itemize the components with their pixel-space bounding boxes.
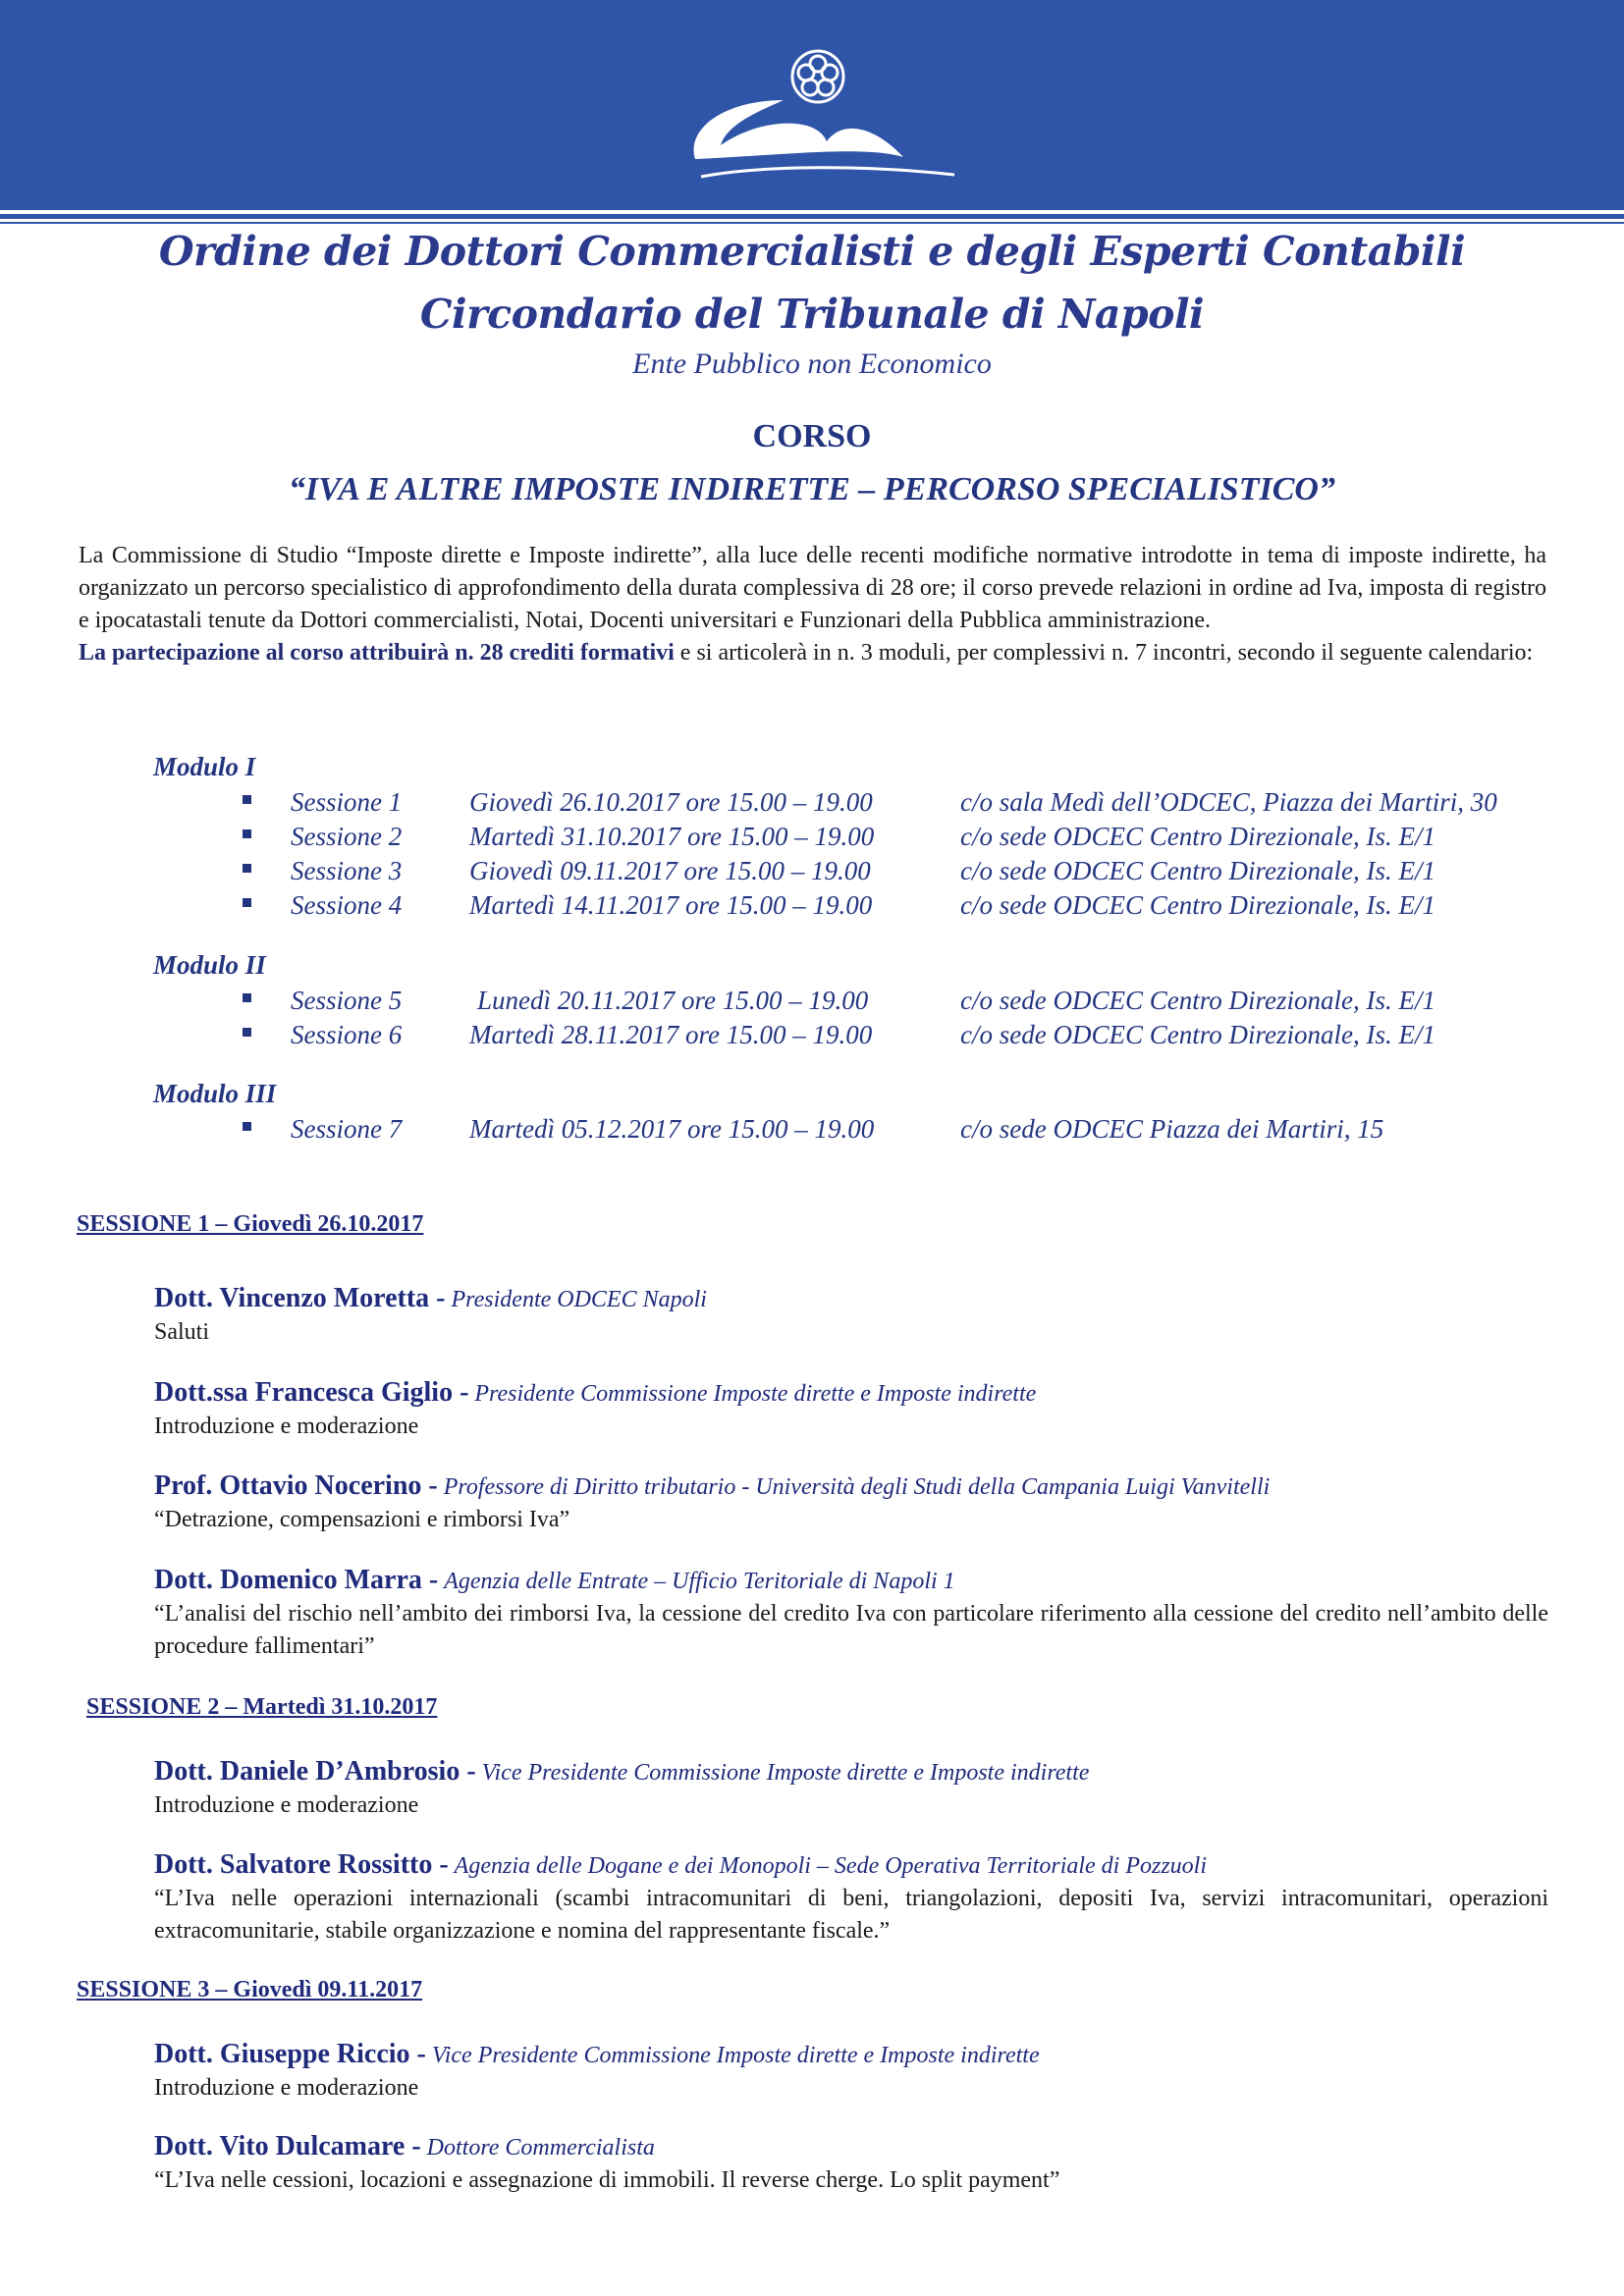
speaker-block: [154, 1755, 1548, 1822]
session-date: Lunedì 20.11.2017 ore 15.00 – 19.00: [477, 986, 869, 1015]
speaker-block: [154, 2130, 1548, 2197]
bullet-icon: [243, 1122, 251, 1131]
speaker-role: Vice Presidente Commissione Imposte dirette e Imposte indirette: [431, 2043, 1040, 2068]
session-row: [0, 856, 1624, 889]
speaker-topic: Introduzione e moderazione: [154, 1792, 419, 1818]
session-location: c/o sala Medì dell’ODCEC, Piazza dei Martiri, 30: [960, 787, 1497, 817]
speaker-topic: “L’Iva nelle operazioni internazionali (scambi intracomunitari di beni, triangolazioni, depositi Iva, servizi intracomunitari, operazioni extracomunitarie, stabile organizzazione e nomina del rappresentante fiscale.”: [154, 1886, 1548, 1944]
session-heading: SESSIONE 2 – Martedì 31.10.2017: [86, 1694, 438, 1720]
session-name: Sessione 7: [291, 1114, 403, 1144]
session-date: Martedì 14.11.2017 ore 15.00 – 19.00: [469, 890, 873, 920]
session-row: [0, 890, 1624, 924]
session-name: Sessione 2: [291, 822, 403, 851]
session-row: [0, 787, 1624, 821]
session-date: Giovedì 09.11.2017 ore 15.00 – 19.00: [469, 856, 871, 885]
intro-paragraph: La Commissione di Studio “Imposte dirette e Imposte indirette”, alla luce delle recenti modifiche normative introdotte in tema di imposte indirette, ha organizzato un percorso specialistico di approfondimento della durata complessiva di 28 ore; il corso prevede relazioni in ordine ad Iva, imposta di registro e ipocatastali tenute da Dottori commercialisti, Notai, Docenti universitari e Funzionari della Pubblica amministrazione.: [79, 543, 1546, 633]
session-name: Sessione 4: [291, 890, 403, 920]
speaker-name: Dott. Giuseppe Riccio -: [154, 2039, 426, 2069]
session-name: Sessione 6: [291, 1020, 403, 1049]
session-heading: SESSIONE 3 – Giovedì 09.11.2017: [77, 1977, 423, 2002]
speaker-name: Dott.ssa Francesca Giglio -: [154, 1377, 469, 1408]
speaker-name: Dott. Daniele D’Ambrosio -: [154, 1756, 476, 1787]
session-date: Martedì 05.12.2017 ore 15.00 – 19.00: [469, 1114, 875, 1144]
credits-rest: e si articolerà in n. 3 moduli, per complessivi n. 7 incontri, secondo il seguente calendario:: [674, 640, 1534, 666]
odcec-logo-icon: [668, 39, 962, 196]
session-name: Sessione 1: [291, 787, 403, 817]
header-rule-thin: [0, 222, 1624, 224]
session-location: c/o sede ODCEC Piazza dei Martiri, 15: [960, 1114, 1384, 1144]
bullet-icon: [243, 795, 251, 804]
module-title: Modulo II: [153, 950, 266, 980]
session-name: Sessione 5: [291, 986, 403, 1015]
speaker-name: Prof. Ottavio Nocerino -: [154, 1470, 438, 1501]
bullet-icon: [243, 898, 251, 907]
session-heading: SESSIONE 1 – Giovedì 26.10.2017: [77, 1211, 424, 1237]
speaker-block: [154, 1376, 1548, 1443]
session-location: c/o sede ODCEC Centro Direzionale, Is. E/1: [960, 856, 1435, 885]
session-row: [0, 1020, 1624, 1053]
bullet-icon: [243, 864, 251, 873]
speaker-topic: “L’Iva nelle cessioni, locazioni e assegnazione di immobili. Il reverse cherge. Lo split payment”: [154, 2167, 1060, 2193]
speaker-name: Dott. Vito Dulcamare -: [154, 2131, 421, 2162]
speaker-block: [154, 1848, 1548, 1948]
speaker-role: Presidente ODCEC Napoli: [451, 1287, 707, 1312]
speaker-name: Dott. Salvatore Rossitto -: [154, 1849, 449, 1880]
course-label: CORSO: [752, 418, 872, 454]
speaker-topic: “L’analisi del rischio nell’ambito dei rimborsi Iva, la cessione del credito Iva con particolare riferimento alla cessione del credito nell’ambito delle procedure fallimentari”: [154, 1601, 1548, 1659]
speaker-role: Dottore Commercialista: [426, 2135, 655, 2161]
session-row: [0, 986, 1624, 1019]
bullet-icon: [243, 993, 251, 1002]
credits-highlight: La partecipazione al corso attribuirà n. 28 crediti formativi: [79, 640, 675, 666]
session-location: c/o sede ODCEC Centro Direzionale, Is. E/1: [960, 890, 1435, 920]
header-rule: [0, 214, 1624, 219]
speaker-topic: Introduzione e moderazione: [154, 1414, 419, 1439]
speaker-topic: “Detrazione, compensazioni e rimborsi Iva”: [154, 1507, 570, 1532]
module-title: Modulo III: [153, 1079, 277, 1108]
session-date: Martedì 28.11.2017 ore 15.00 – 19.00: [469, 1020, 873, 1049]
speaker-name: Dott. Vincenzo Moretta -: [154, 1283, 446, 1313]
speaker-role: Presidente Commissione Imposte dirette e Imposte indirette: [474, 1381, 1037, 1407]
speaker-block: [154, 1282, 1548, 1349]
speaker-topic: Introduzione e moderazione: [154, 2075, 419, 2101]
speaker-role: Agenzia delle Dogane e dei Monopoli – Sede Operativa Territoriale di Pozzuoli: [454, 1853, 1208, 1879]
org-status: Ente Pubblico non Economico: [632, 347, 992, 380]
session-location: c/o sede ODCEC Centro Direzionale, Is. E/1: [960, 1020, 1435, 1049]
course-title: “IVA E ALTRE IMPOSTE INDIRETTE – PERCORSO SPECIALISTICO”: [289, 471, 1335, 507]
org-name-line2: Circondario del Tribunale di Napoli: [419, 291, 1205, 338]
org-name-line1: Ordine dei Dottori Commercialisti e degli Esperti Contabili: [158, 228, 1466, 275]
speaker-role: Agenzia delle Entrate – Ufficio Teritoriale di Napoli 1: [444, 1569, 955, 1594]
session-row: [0, 822, 1624, 855]
bullet-icon: [243, 829, 251, 838]
speaker-role: Professore di Diritto tributario - Università degli Studi della Campania Luigi Vanvitelli: [443, 1474, 1271, 1500]
session-name: Sessione 3: [291, 856, 403, 885]
speaker-topic: Saluti: [154, 1319, 210, 1345]
session-location: c/o sede ODCEC Centro Direzionale, Is. E/1: [960, 986, 1435, 1015]
intro-text: [79, 540, 1546, 669]
speaker-block: [154, 2038, 1548, 2105]
module-title: Modulo I: [153, 752, 256, 781]
speaker-block: [154, 1564, 1548, 1663]
speaker-role: Vice Presidente Commissione Imposte dirette e Imposte indirette: [481, 1760, 1090, 1786]
bullet-icon: [243, 1028, 251, 1037]
speaker-name: Dott. Domenico Marra -: [154, 1565, 439, 1595]
speaker-block: [154, 1469, 1548, 1536]
session-date: Giovedì 26.10.2017 ore 15.00 – 19.00: [469, 787, 873, 817]
session-date: Martedì 31.10.2017 ore 15.00 – 19.00: [469, 822, 875, 851]
session-location: c/o sede ODCEC Centro Direzionale, Is. E/1: [960, 822, 1435, 851]
session-row: [0, 1114, 1624, 1148]
